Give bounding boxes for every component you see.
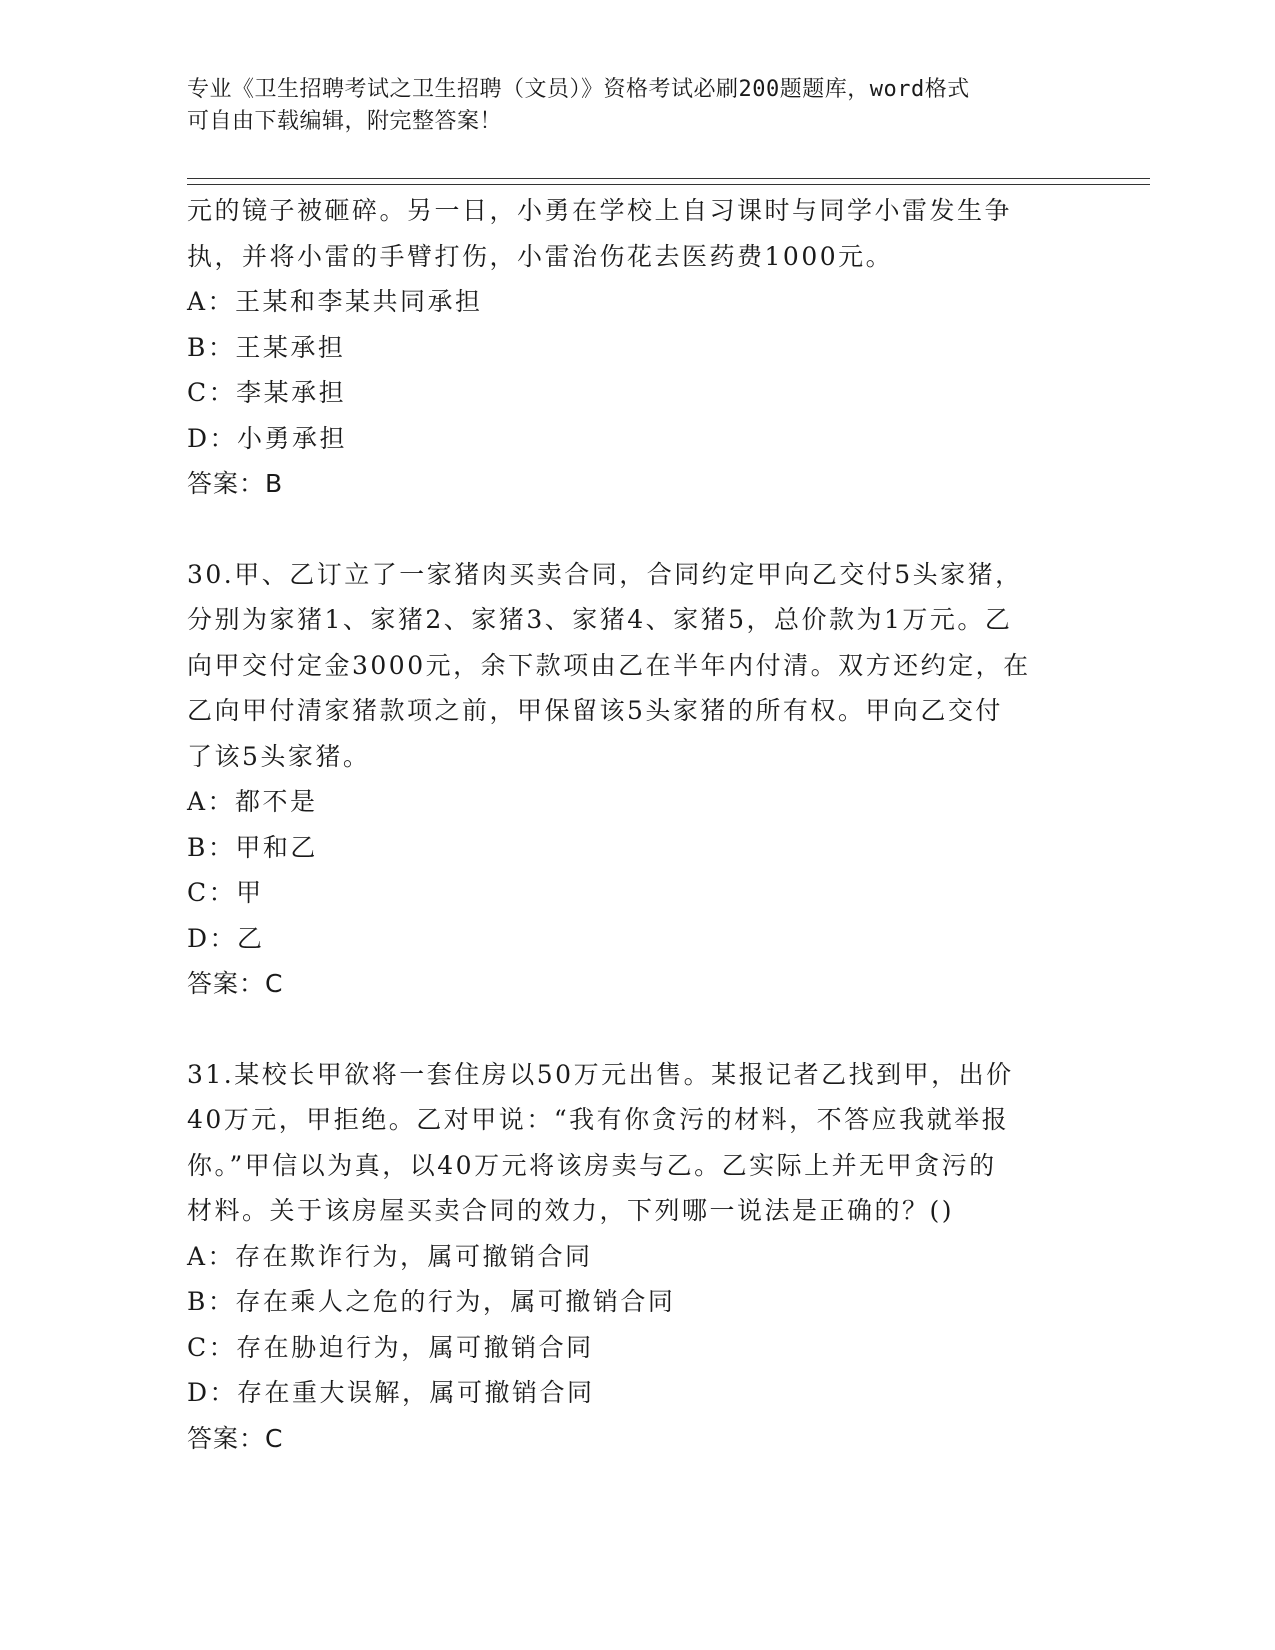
spacer — [187, 1007, 1087, 1052]
question-block-prev — [187, 188, 1087, 507]
option-d: D：小勇承担 — [187, 423, 348, 453]
option-c: C：李某承担 — [187, 378, 347, 407]
option-b: B：王某承担 — [187, 332, 346, 362]
question-text-line: 31.某校长甲欲将一套住房以50万元出售。某报记者乙找到甲，出价 — [187, 1059, 1014, 1089]
header-line-2: 可自由下载编辑，附完整答案！ — [187, 109, 503, 134]
document-body — [187, 188, 1087, 1461]
question-block-31 — [187, 1052, 1087, 1462]
question-text-line: 元的镜子被砸碎。另一日，小勇在学校上自习课时与同学小雷发生争 — [187, 196, 1013, 225]
option-a: A：都不是 — [187, 787, 318, 816]
option-b: B：甲和乙 — [187, 832, 318, 862]
answer-line: 答案：C — [187, 969, 284, 998]
option-d: D：存在重大误解，属可撤销合同 — [187, 1378, 595, 1407]
option-c: C：存在胁迫行为，属可撤销合同 — [187, 1332, 594, 1362]
document-header — [187, 74, 1087, 138]
header-line-1: 专业《卫生招聘考试之卫生招聘（文员）》资格考试必刷200题题库，word格式 — [187, 77, 970, 102]
question-text-line: 乙向甲付清家猪款项之前，甲保留该5头家猪的所有权。甲向乙交付 — [187, 696, 1003, 725]
question-text-line: 40万元，甲拒绝。乙对甲说：“我有你贪污的材料，不答应我就举报 — [187, 1105, 1010, 1134]
answer-line: 答案：B — [187, 469, 284, 498]
question-text-line: 执，并将小雷的手臂打伤，小雷治伤花去医药费1000元。 — [187, 241, 894, 271]
answer-line: 答案：C — [187, 1423, 284, 1453]
option-b: B：存在乘人之危的行为，属可撤销合同 — [187, 1287, 676, 1316]
spacer — [187, 507, 1087, 552]
option-a: A：王某和李某共同承担 — [187, 287, 483, 316]
question-text-line: 向甲交付定金3000元，余下款项由乙在半年内付清。双方还约定，在 — [187, 650, 1031, 680]
question-text-line: 分别为家猪1、家猪2、家猪3、家猪4、家猪5，总价款为1万元。乙 — [187, 605, 1013, 634]
question-text-line: 你。”甲信以为真，以40万元将该房卖与乙。乙实际上并无甲贪污的 — [187, 1150, 997, 1180]
header-double-rule — [187, 178, 1150, 185]
question-text-line: 了该5头家猪。 — [187, 741, 371, 771]
question-text-line: 材料。关于该房屋买卖合同的效力，下列哪一说法是正确的？() — [187, 1196, 955, 1225]
option-a: A：存在欺诈行为，属可撤销合同 — [187, 1241, 593, 1271]
option-c: C：甲 — [187, 878, 264, 907]
question-block-30 — [187, 552, 1087, 1007]
question-text-line: 30.甲、乙订立了一家猪肉买卖合同，合同约定甲向乙交付5头家猪， — [187, 559, 1023, 589]
option-d: D：乙 — [187, 923, 265, 953]
